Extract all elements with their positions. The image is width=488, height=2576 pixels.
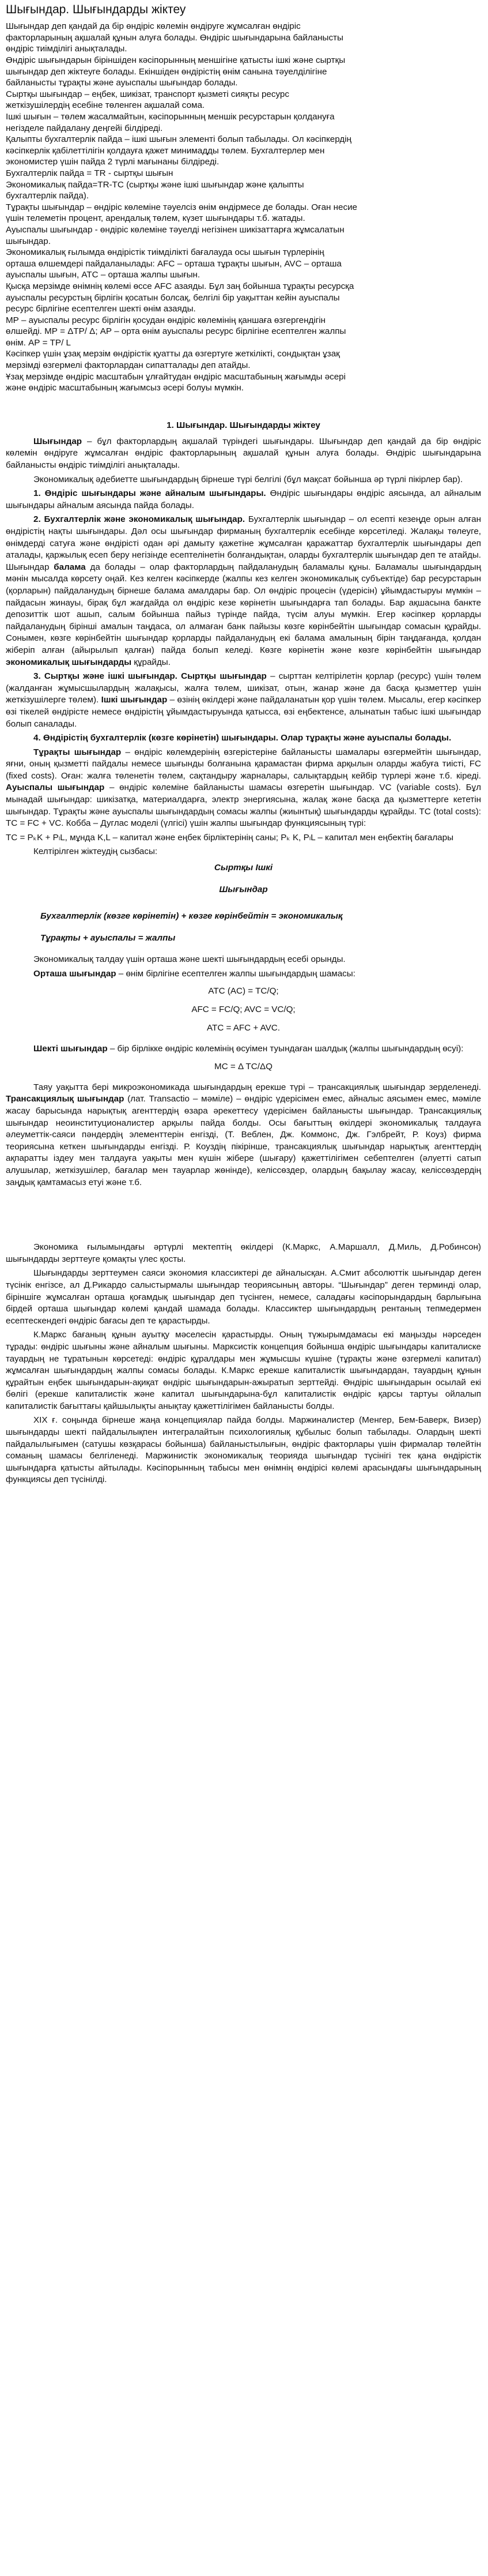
intro-line: ресурс бірлігіне есептелген шекті өнім азаяды. <box>6 304 196 314</box>
paragraph-production-costs: 1. Өндіріс шығындары және айналым шығындары. Өндіріс шығындары өндіріс аясында, ал айналым шығындары айналым аясында пайда болады. <box>6 488 482 510</box>
section-1 <box>6 420 481 1189</box>
scheme-line-3: Бухгалтерлік (көзге көрінетін) + көзге көрінбейтін = экономикалық <box>40 911 343 922</box>
intro-line: үшін телеметін процент, арендалық төлем, күзет шығындары т.б. жатады. <box>6 213 305 224</box>
paragraph-types: Экономикалық әдебиетте шығындардың бірнеше түрі белгілі (бұл мақсат бойынша әр түрлі пікірлер бар). <box>33 474 463 484</box>
intro-line: Сыртқы шығындар – еңбек, шикізат, транспорт қызметі сияқты ресурс <box>6 89 289 99</box>
paragraph-accounting-costs: 2. Бухгалтерлік және экономикалық шығындар. Бухгалтерлік шығындар – ол есепті кезеңде орын алған өндірістің нақты шығындары. Дәл осы шығындар фирманың бухгалтерлік есебінде көрсетіледі. Жалақы төлеуге, өнімдерді сатуға және өндірісті одан әрі дамыту қажетіне жұмсалған қаражаттар бухгалтерлік шығындары деп аталады, қаржылық есеп беру негізінде есептелінетін болғандықтан, оларды бухгалтерлік шығындар деп те атайды. Шығындар балама да болады – олар факторлардың пайдаланудың баламалы құны. Баламалы шығындардың мәнін мысалда көрсету оңай. Кез келген кәсіпкерде (жалпы кез келген экономикалық субъектіде) бар ресурстарын (қорларын) пайдаланудың бірнеше балама амалдары бар. Ол өндіріс процесін (үдерісін) ұйымдастыруы мүмкін – пайдасын жинауы, бірақ бұл жағдайда ол өндіріс кезе көрінетін шығындарға тап болады. Бар ақшасына банкте депозиттік шот ашып, салым бойынша пайыз түрінде пайда, түсім алуы мүмкін. Егер кәсіпкер қорларды пайдаланудың бірінші амалын таңдаса, ол алмаған банк пайызы көзге көрінбейтін шығындар сомасын құрайды. Сонымен, көзге көрінбейтін шығындар қорларды пайдаланудың екі балама амалының бірін таңдағанда, қолдан жіберіп алған (айырылып қалған) пайда болып келеді. Көзге көрінетін және көзге көрінбейтін шығындар экономикалық шығындарды құрайды. <box>6 514 481 667</box>
intro-line: экономистер үшін пайда 2 түрлі мағынаны білдіреді. <box>6 157 220 167</box>
intro-line: Ауыспалы шығындар - өндіріс көлеміне тәуелді негізінен шикізаттарға жұмсалатын <box>6 224 345 235</box>
intro-line: Ішкі шығын – төлем жасалмайтын, кәсіпорынның меншік ресурстарын қолдануға <box>6 112 335 122</box>
paragraph-average-costs: Орташа шығындар – өнім бірлігіне есептелген жалпы шығындардың шамасы: <box>33 968 355 979</box>
intro-line: Тұрақты шығындар – өндіріс көлеміне тәуелсіз өнім өндірмесе де болады. Оған несие <box>6 202 357 212</box>
paragraph-definition: Шығындар – бұл факторлардың ақшалай түріндегі шығындары. Шығындар деп қандай да бір өндіріс көлемін өндіруге жұмсалған өндіріс факторларының ақшалай құнын алуға болады. Өндіріс шығындарына байланысты өндіріс тиімділігі анықталады. <box>6 436 481 471</box>
intro-line: орташа өлшемдері пайдаланылады: AFC – орташа тұрақты шығын, AVC – орташа <box>6 258 342 269</box>
scheme-line-1: Сыртқы Ішкі <box>214 863 273 873</box>
scheme-line-2: Шығындар <box>219 885 268 895</box>
formula-cobb-douglas: TC = PₖK + PₗL, мұнда K,L – капитал және еңбек бірліктерінің саны; Pₖ K, PₗL – капитал мен еңбектің бағалары <box>6 832 453 843</box>
section-gap <box>6 1191 481 1242</box>
intro-line: бухгалтерлік пайда). <box>6 191 89 201</box>
intro-line: Бухгалтерлік пайда = TR - сыртқы шығын <box>6 168 173 178</box>
intro-line: Экономикалық пайда=TR-TC (сыртқы және ішкі шығындар және қалыпты <box>6 179 304 190</box>
intro-line: Ұзақ мерзімде өндіріс масштабын ұлғайтудан өндіріс масштабының жағымды әсері <box>6 371 346 382</box>
scheme-line-4: Тұрақты + ауыспалы = жалпы <box>40 933 176 943</box>
term-costs: Шығындар <box>33 436 82 446</box>
classification-scheme <box>6 862 481 945</box>
paragraph-marginal-costs: Шекті шығындар – бір бірлікке өндіріс көлемінің өсуімен туындаған шалдық (жалпы шығындардың өсуі): <box>33 1044 464 1054</box>
intro-line: байланысты тұрақты және ауыспалы шығындар болады. <box>6 78 238 88</box>
intro-line: МР – ауыспалы ресурс бірлігін қосудан өндіріс көлемінің қаншаға өзгергендігін <box>6 315 326 325</box>
intro-line: Экономикалық ғылымда өндірістік тиімділікті бағалауда осы шығын түрлерінің <box>6 247 324 258</box>
formula-average: ATC (AC) = TC/Q; AFC = FC/Q; AVC = VC/Q; ATC = AFC + AVC. <box>191 986 296 1033</box>
intro-line: өндіріс тиімділігі анықталады. <box>6 44 127 54</box>
section-2 <box>6 1242 481 1486</box>
intro-summary <box>6 21 481 394</box>
paragraph-schools: Экономика ғылымындағы әртүрлі мектептің өкілдері (К.Маркс, А.Маршалл, Д.Миль, Д.Робинсон) шығындарды зерттеуге қомақты үлес қосты. <box>6 1242 481 1264</box>
intro-line: өлшейді. МР = ΔТР/ Δ; АР – орта өнім ауыспалы ресурс бірлігіне есептелген жалпы <box>6 326 346 337</box>
paragraph-scheme-intro: Келтірілген жіктеудің сызбасы: <box>33 847 158 857</box>
paragraph-marx: К.Маркс бағаның құнын ауытқу мәселесін қарастырды. Оның түжырымдамасы екі маңызды нәрседен тұрады: өндіріс шығыны және айналым шығыны. Марксистік концепция бойынша өндіріс шығындары капиталиске тауардың не тұратынын көрсетеді: өндіріс құралдары мен жұмысшы күшіне (тұрақты және өзгермелі капитал) жұмсалған шығындардың жалпы сомасы болады. К.Маркс ерекше капиталистік шығындардан, тауардың құнын құрайтын еңбек шығындарын-ақиқат өндіріс шығындарын-ажыратып зерттейді. Өндіріс шығындарын осылай екі бөлігі (ерекше капиталистік және капитал шығындарына-бұл капиталистік өндіріс қарсы тартуы ойлалып капиталистік бағыттағы қайшылықты анықтау қажеттілігімен байланысты болды. <box>6 1330 481 1411</box>
intro-line: Қысқа мерзімде өнімнің көлемі өссе AFC азаяды. Бұл заң бойынша тұрақты ресурсқа <box>6 281 354 291</box>
paragraph-fixed-costs: Тұрақты шығындар – өндіріс көлемдерінің өзгерістеріне байланысты шамалары өзгермейтін шығындар, яғни, оның қызметті пайдалы немесе шығынды болғанына қарамастан фирма арқылын оларды жабуға тиісті, FC (fixed costs). Оған: жалға төленетін төлем, сақтандыру жарналары, салықтардың кейбір түрлері және т.б. кіреді. Ауыспалы шығындар – өндіріс көлеміне байланысты шамасы өзгеретін шығындар. VC (variable costs). Бұл мынадай шығындар: шикізатқа, материалдарға, электр энергиясына, жалақ және басқа да қызметтерге кететін шығындар. Тұрақты және ауыспалы шығындардың сомасы жалпы (жиынтық) шығындарды құрайды. ТС (total costs): TC = FC + VC. Кобба – Дуглас моделі (үлгісі) үшін жалпы шығындар функциясының түрі: <box>6 747 482 829</box>
intro-line: Қалыпты бухгалтерлік пайда – ішкі шығын элементі болып табылады. Ол кәсіпкердің <box>6 134 351 145</box>
intro-line: мерзімді өзгермелі факторлардан сипатталады деп атайды. <box>6 360 251 371</box>
intro-line: жеткізушілердің есебіне төленген ақшалай сома. <box>6 100 205 111</box>
intro-line: ауыспалы ресурстың бірлігін қосатын болсақ, белгілі бір уақыттан кейін ауыспалы <box>6 292 340 303</box>
paragraph-marginalists: XIX ғ. соңында бірнеше жаңа концепциялар пайда болды. Маржиналистер (Менгер, Бем-Баверк, Визер) шығындарды шекті пайдалылықпен интегралайтын психологиялық құбылыс болып табылады. Олардың шекті пайдалылығымен (сатушы көзқарасы бойынша) байланыстылығын, өндіріс факторлары үшін фирмалар төлейтін соманың шамасы белгіленеді. Маржинистік экономикалық теорияда шығындар түсінігі тек қана өндірістік шығындарға қатысты айтылады. Кәсіпорынның табысы мен өнімнің өндірісі көлемі арасындағы шығындарының функциясы деп түсінілді. <box>6 1415 481 1485</box>
paragraph-explicit-costs-heading: 4. Өндірістің бухгалтерлік (көзге көрінетін) шығындары. Олар тұрақты және ауыспалы болады. <box>33 733 452 743</box>
paragraph-external-costs: 3. Сыртқы және ішкі шығындар. Сыртқы шығындар – сырттан келтірілетін қорлар (ресурс) үшін төлем (жалданған жұмысшылардың жалақысы, жалға төлем, шикізат, отын, жанар және да басқа қызметтер үшін жеткізушілерге төлем). Ішкі шығындар – өзінің өкілдері және пайдаланатын қор үшін төлем. Мысалы, егер кәсіпкер өзі тікелей өндірісте немесе өндірістің ұйымдастыруында қатысса, өзі еңбектенсе, алынатын табыс ішкі шығындар болып саналады. <box>6 671 481 729</box>
intro-line: кәсіпкерлік қабілеттілігін қолдауға қажет минимадды төлем. Бухгалтерлер мен <box>6 145 325 156</box>
intro-line: Шығындар деп қандай да бір өндіріс көлемін өндіруге жұмсалған өндіріс <box>6 21 301 32</box>
paragraph-analysis: Экономикалық талдау үшін орташа және шекті шығындардың есебі орынды. <box>33 954 346 965</box>
formula-marginal: MC = Δ TC/ΔQ <box>214 1061 273 1071</box>
paragraph-classics: Шығындарды зерттеумен саяси экономия классиктері де айналысқан. А.Смит абсолюттік шығындар деген түсінік енгізсе, ал Д.Рикардо салыстырмалы шығындар теориясының авторы. “Шығындар” деген терминді олар, біріншіге жұмсалған орташа қоғамдық шығындар деп түсінген, немесе, саладағы кәсіпорындардың барлығына бірдей орташа шығындар көлемі қандай шамада болады. Классиктер шығындардың рентаның тепмедермен есептескендегі өндіріс бағасы деп те қарастырды. <box>6 1268 481 1326</box>
intro-line: шығындар деп жіктеуге болады. Екіншіден өндірістің өнім санына тәуелділігіне <box>6 66 327 77</box>
paragraph-transaction-costs: Таяу уақытта бері микроэкономикада шығындардың ерекше түрі – трансакциялық шығындар зерделенеді. Трансакциялық шығындар (лат. Transactio – мәміле) – өндіріс үдерісімен емес, айналыс аясымен емес, мәміле жасау барысында нарықтық агенттердің өзара әрекеттесу үдерісімен байланысты шығындар. Трансакциялық шығындар неоинституционалистер арқылы пайда болды. Осы бағыттың өкілдері экономикалық талдауға әлеуметтік-саяси пәндердің элементтерін енгізді, (Т. Веблен, Дж. Коммонс, Дж. Гэлбрейт, Р. Коуз) фирма теориясына кеткен шығындарды енгізді. Р. Коуздің пікірінше, трансакциялық шығындар нарықтық агенттердің ақпаратты іздеу мен талдауға уақыты мен күшін жібере (шығару) қажеттілігімен себептелген (әлуетті сатып алушылар, жеткізушілер, бағалар мен тауарлар жөнінде), келіссөздер, олардың бақылау жасау, келіссөздердің заңдық қамтамасыз етуі және т.б. <box>6 1082 482 1187</box>
intro-line: өнім. АР = ТР/ L <box>6 337 71 348</box>
intro-line: Кәсіпкер үшін ұзақ мерзім өндірістік қуатты да өзгертуге жеткілікті, сондықтан ұзақ <box>6 349 340 359</box>
intro-line: факторларының ақшалай құнын алуға болады. Өндіріс шығындарына байланысты <box>6 32 343 43</box>
intro-line: шығындар. <box>6 236 51 246</box>
intro-line: негізделе пайдалану деңгейі білдіреді. <box>6 123 163 133</box>
intro-line: және өндіріс масштабының жағымсыз әсері болуы мүмкін. <box>6 383 244 393</box>
intro-line: Өндіріс шығындарын біріншіден кәсіпорынның меншігіне қатысты ішкі және сыртқы <box>6 55 346 66</box>
page-title: Шығындар. Шығындарды жіктеу <box>6 3 186 16</box>
section-1-heading: 1. Шығындар. Шығындарды жіктеу <box>167 420 320 430</box>
intro-line: ауыспалы шығын, АТС – орташа жалпы шығын. <box>6 270 201 280</box>
